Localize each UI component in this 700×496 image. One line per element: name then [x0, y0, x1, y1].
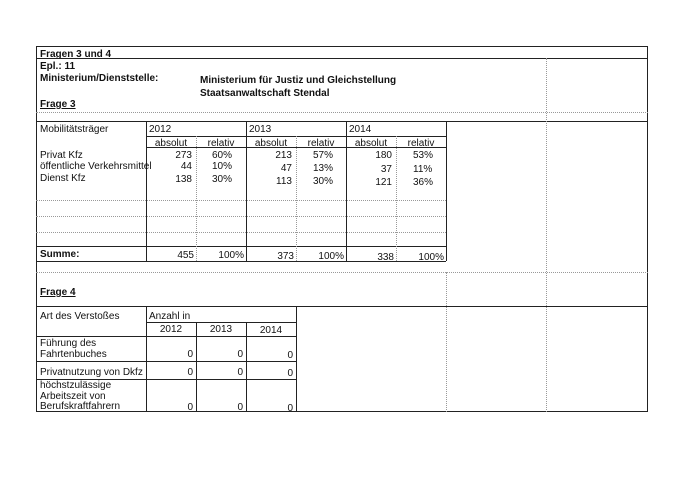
cell-value: 0	[287, 403, 293, 414]
cell-value: 0	[187, 402, 193, 413]
cell-value: 0	[237, 349, 243, 360]
table4-header-divider	[146, 322, 296, 323]
count-header: Anzahl in	[149, 311, 191, 322]
cell-value: 44	[180, 161, 192, 172]
cell-value: 57%	[313, 150, 334, 161]
row-label: Dienst Kfz	[40, 173, 86, 184]
sum-value: 373	[277, 251, 294, 262]
year-2012: 2012	[149, 124, 172, 135]
gridline	[36, 232, 446, 233]
cell-value: 47	[280, 163, 292, 174]
subheader-absolut: absolut	[154, 138, 188, 149]
cell-value: 138	[175, 174, 192, 185]
document-title: Fragen 3 und 4	[40, 49, 112, 60]
subheader-relativ: relativ	[207, 138, 235, 149]
cell-value: 113	[276, 176, 292, 187]
ministry-label: Ministerium/Dienststelle:	[40, 73, 159, 84]
subheader-relativ: relativ	[307, 138, 335, 149]
cell-value: 180	[375, 150, 392, 161]
year-2013: 2013	[249, 124, 272, 135]
row-label: Fahrtenbuches	[40, 349, 107, 360]
row-label: Führung des	[40, 338, 97, 349]
row-label: öffentliche Verkehrsmittel	[40, 161, 152, 172]
subheader-relativ: relativ	[407, 138, 435, 149]
cell-value: 273	[175, 150, 192, 161]
sum-value: 100%	[218, 250, 244, 261]
gridline	[546, 58, 547, 412]
cell-value: 0	[237, 367, 243, 378]
header-divider	[36, 58, 648, 59]
gridline	[36, 112, 648, 113]
table3-right-border	[446, 121, 447, 261]
cell-value: 0	[287, 350, 293, 361]
sum-value: 100%	[418, 252, 444, 263]
table4-top-border	[36, 306, 648, 307]
cell-value: 30%	[212, 174, 233, 185]
office-name: Staatsanwaltschaft Stendal	[200, 88, 330, 99]
gridline	[36, 272, 648, 273]
gridline	[36, 200, 446, 201]
cell-value: 213	[275, 150, 292, 161]
sum-value: 455	[177, 250, 194, 261]
sum-value: 338	[377, 252, 394, 263]
cell-value: 30%	[313, 176, 334, 187]
cell-value: 10%	[212, 161, 233, 172]
document-frame	[36, 46, 648, 412]
subheader-absolut: absolut	[354, 138, 388, 149]
mobility-header: Mobilitätsträger	[40, 124, 109, 135]
sum-label: Summe:	[40, 249, 80, 260]
cell-value: 13%	[313, 163, 334, 174]
cell-value: 0	[187, 349, 193, 360]
row-label: höchstzulässige	[40, 380, 112, 391]
table4-right-border	[296, 306, 297, 412]
row-label: Arbeitszeit von	[40, 391, 106, 402]
frage3-heading: Frage 3	[40, 99, 76, 110]
table4-row-border	[36, 336, 296, 337]
year-2012: 2012	[159, 324, 183, 335]
cell-value: 0	[287, 368, 293, 379]
subheader-absolut: absolut	[254, 138, 288, 149]
cell-value: 121	[375, 177, 392, 188]
gridline	[396, 136, 397, 261]
gridline	[36, 216, 446, 217]
gridline	[446, 272, 447, 412]
ministry-name: Ministerium für Justiz und Gleichstellung	[200, 75, 397, 86]
table3-top-border	[36, 121, 648, 122]
row-label: Berufskraftfahrern	[40, 401, 121, 412]
cell-value: 0	[237, 402, 243, 413]
cell-value: 37	[380, 164, 392, 175]
cell-value: 0	[187, 367, 193, 378]
sum-top-border	[36, 246, 446, 247]
violation-header: Art des Verstoßes	[40, 311, 120, 322]
gridline	[296, 136, 297, 261]
sum-value: 100%	[318, 251, 344, 262]
table4-row-border	[36, 361, 296, 362]
cell-value: 53%	[413, 150, 434, 161]
year-2014: 2014	[349, 124, 372, 135]
cell-value: 36%	[413, 177, 434, 188]
epl-number: Epl.: 11	[40, 61, 76, 72]
cell-value: 11%	[413, 164, 433, 175]
row-label: Privatnutzung von Dkfz	[40, 367, 143, 378]
cell-value: 60%	[212, 150, 233, 161]
row-label: Privat Kfz	[40, 150, 83, 161]
frage4-heading: Frage 4	[40, 287, 76, 298]
year-2013: 2013	[209, 324, 233, 335]
gridline	[196, 136, 197, 261]
year-2014: 2014	[259, 325, 283, 336]
